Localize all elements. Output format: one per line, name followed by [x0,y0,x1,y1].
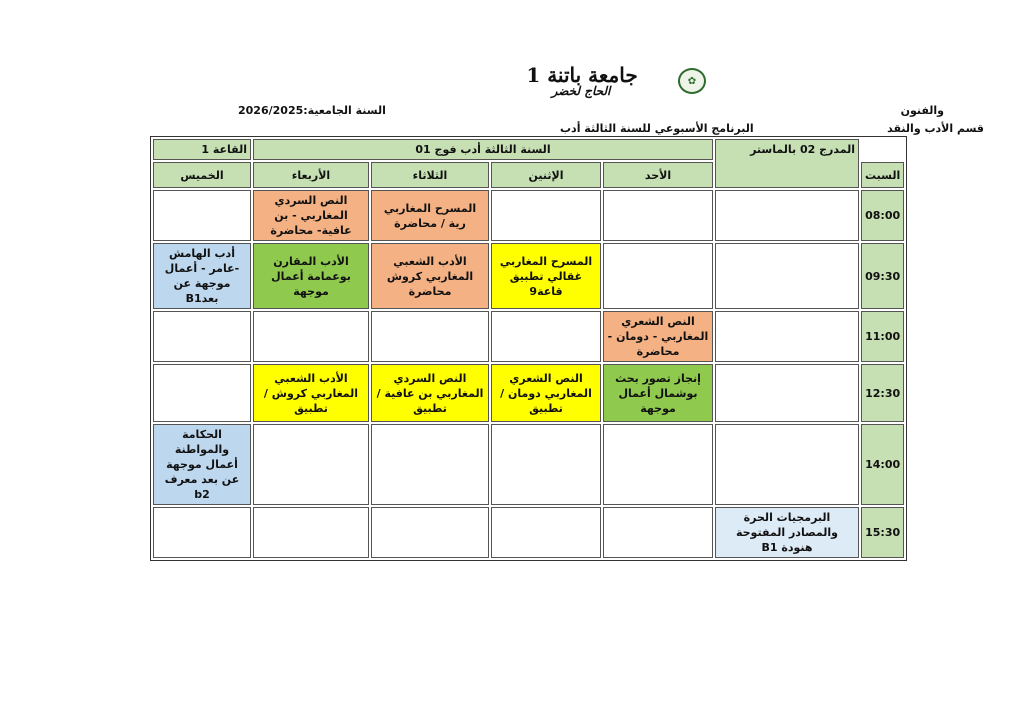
session-cell-saturday: البرمجيات الحرة والمصادر المفتوحة هنودة B1 [715,507,859,558]
department-line: قسم الأدب والنقد [887,122,984,135]
session-cell-sunday [603,243,713,309]
session-cell-monday [491,190,601,241]
session-cell-thursday: أدب الهامش -عامر - أعمال موجهة عن بعدB1 [153,243,251,309]
session-cell-saturday [715,190,859,241]
program-title: البرنامج الأسبوعي للسنة الثالثة أدب [560,122,754,135]
session-cell-wednesday [253,311,369,362]
weekly-timetable [150,136,907,561]
session-cell-wednesday: النص السردي المغاربي - بن عافية- محاضرة [253,190,369,241]
session-cell-tuesday: النص السردي المغاربي بن عافية / تطبيق [371,364,489,422]
session-cell-tuesday [371,311,489,362]
session-cell-monday: المسرح المغاربي غقالي تطبيق قاعة9 [491,243,601,309]
session-cell-sunday: النص الشعري المغاربي - دومان - محاضرة [603,311,713,362]
academic-year: السنة الجامعية:2026/2025 [238,104,386,117]
hall-label: القاعة 1 [153,139,251,160]
university-name: جامعة باتنة 1 [526,63,638,87]
session-cell-thursday [153,364,251,422]
session-cell-saturday [715,364,859,422]
session-cell-saturday [715,243,859,309]
session-cell-wednesday: الأدب المقارن بوعمامة أعمال موجهة [253,243,369,309]
session-cell-thursday [153,507,251,558]
time-slot: 09:30 [861,243,904,309]
session-cell-tuesday: الأدب الشعبي المغاربي كروش محاضرة [371,243,489,309]
session-cell-saturday [715,424,859,505]
faculty-line: والفنون [900,104,944,117]
time-slot: 15:30 [861,507,904,558]
day-header-tuesday: الثلاثاء [371,162,489,188]
session-cell-sunday [603,424,713,505]
session-cell-tuesday: المسرح المغاربي رية / محاضرة [371,190,489,241]
room-title: المدرج 02 بالماستر [715,139,859,188]
timetable-row [153,243,904,309]
session-cell-thursday: الحكامة والمواطنة أعمال موجهة عن بعد معرف b2 [153,424,251,505]
session-cell-wednesday [253,507,369,558]
time-slot: 08:00 [861,190,904,241]
session-cell-wednesday [253,424,369,505]
university-logo: ✿ [678,68,706,94]
session-cell-saturday [715,311,859,362]
day-header-wednesday: الأربعاء [253,162,369,188]
session-cell-sunday [603,507,713,558]
session-cell-sunday [603,190,713,241]
session-cell-monday [491,507,601,558]
session-cell-thursday [153,311,251,362]
session-cell-wednesday: الأدب الشعبي المغاربي كروش / تطبيق [253,364,369,422]
session-cell-monday [491,311,601,362]
university-subtitle: الحاج لخضر [551,84,611,98]
time-slot: 12:30 [861,364,904,422]
time-slot: 14:00 [861,424,904,505]
session-cell-tuesday [371,507,489,558]
session-cell-tuesday [371,424,489,505]
session-cell-monday [491,424,601,505]
day-header-monday: الإثنين [491,162,601,188]
timetable-row [153,364,904,422]
day-header-saturday: السبت [861,162,904,188]
time-slot: 11:00 [861,311,904,362]
timetable-row [153,424,904,505]
timetable-row [153,311,904,362]
timetable-row [153,190,904,241]
session-cell-monday: النص الشعري المغاربي دومان / تطبيق [491,364,601,422]
session-cell-thursday [153,190,251,241]
timetable-row [153,507,904,558]
day-header-thursday: الخميس [153,162,251,188]
group-title: السنة الثالثة أدب فوج 01 [253,139,713,160]
day-header-sunday: الأحد [603,162,713,188]
session-cell-sunday: إنجاز تصور بحث بوشمال أعمال موجهة [603,364,713,422]
